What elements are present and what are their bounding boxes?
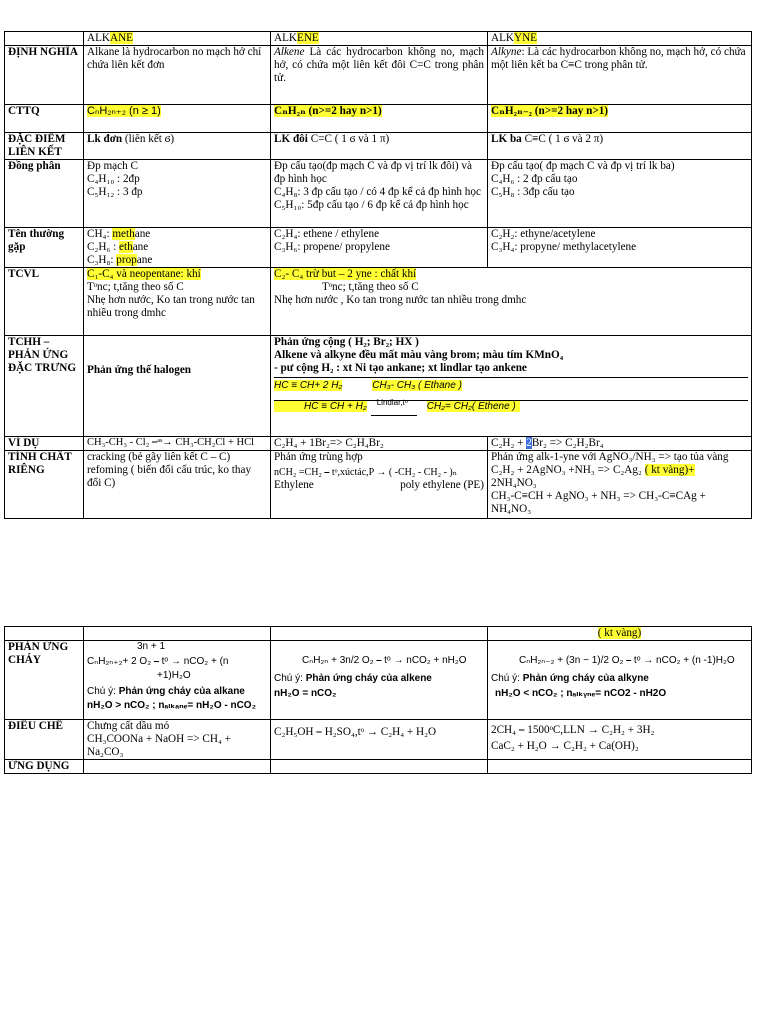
preparation-alkyne-eq: CaC₂ + H₂O → C₂H₂ + Ca(OH)₂ — [491, 739, 639, 752]
combustion-alkyne-note-title: Phản ứng cháy của alkyne — [522, 672, 649, 684]
header-alkene-prefix: ALK — [274, 32, 297, 44]
definition-row — [5, 45, 752, 104]
combustion-alkene-note-title: Phản ứng cháy của alkene — [305, 672, 432, 684]
common-name-suffix: ane — [132, 240, 149, 253]
combustion-alkyne-note-prefix: Chú ý: — [491, 672, 523, 684]
silver-reaction-eq1-text: C₂H₂ + 2AgNO₃ +NH₃ => C₂Ag₂ — [491, 463, 645, 476]
formula-alkane: CₙH₂ₙ₊₂ (n ≥ 1) — [87, 104, 161, 117]
polymerization-labels — [274, 479, 484, 492]
definition-alkene-term: Alkene — [274, 45, 305, 58]
chemical-props-alkene-alkyne — [271, 335, 752, 436]
definition-alkene-text: Là các hydrocarbon không no, mạch hở, có chứa một liên kết đôi C=C trong phân tử. — [274, 45, 484, 84]
physical-props-line: Tᵒnc; t,tăng theo số C — [87, 280, 184, 293]
special-props-row — [5, 450, 752, 518]
top-row — [5, 627, 752, 641]
isomer-row — [5, 159, 752, 227]
isomer-alkene — [271, 159, 488, 227]
common-name-root: eth — [119, 240, 133, 253]
combustion-alkane-eq-end: +1)H₂O — [157, 670, 191, 682]
formula-alkyne: CₙH₂ₙ₋₂ (n>=2 hay n>1) — [491, 104, 609, 117]
example-label: VÍ DỤ — [5, 436, 84, 450]
bond-alkane-desc: (liên kết ϭ) — [122, 132, 175, 145]
common-names-label: Tên thường gặp — [5, 227, 84, 267]
header-alkane-suffix: ANE — [110, 32, 133, 44]
definition-alkyne-text: : Là các hydrocarbon không no, mạch hở, có chứa một liên kết ba C≡C trong phân tử. — [491, 45, 746, 71]
bond-alkane — [84, 132, 271, 159]
header-alkyne-suffix: YNE — [514, 32, 537, 44]
lindlar-arrow-label: Lindlar,tᵒ — [376, 397, 408, 407]
physical-props-alkane — [84, 267, 271, 335]
silver-reaction-eq2-end: NH₄NO₃ — [491, 502, 532, 515]
formula-alkyne-cell — [488, 104, 752, 132]
top-alkyne-cell — [488, 627, 752, 641]
common-name-item — [87, 241, 267, 254]
addition-reaction-h2: - pư cộng H₂ : xt Ni tạo ankane; xt lindlar tạo ankene — [274, 361, 527, 374]
physical-props-line: Tᵒnc; t,tăng theo số C — [322, 280, 419, 293]
combustion-alkyne — [488, 640, 752, 719]
bond-alkene-desc: C=C ( 1 ϭ và 1 π) — [307, 132, 390, 145]
preparation-alkene — [271, 719, 488, 759]
special-props-label: TÍNH CHẤT RIÊNG — [5, 450, 84, 518]
isomer-alkyne-line: C₅H₈ : 3đp cấu tạo — [491, 185, 575, 198]
common-name-formula: C₃H₈: — [87, 253, 117, 266]
common-name-item — [87, 254, 267, 267]
preparation-alkyne — [488, 719, 752, 759]
preparation-alkene-eq: C₂H₅OH ⎯ H₂SO₄,tᵒ → C₂H₄ + H₂O — [274, 725, 437, 738]
bond-label: ĐẶC ĐIỂM LIÊN KẾT — [5, 132, 84, 159]
header-alkyne-prefix: ALK — [491, 32, 514, 44]
common-name-item: C₂H₄: ethene / ethylene — [274, 227, 380, 240]
common-name-root: prop — [116, 253, 137, 266]
hydrogenation-2-reactants: HC ≡ CH + H₂ — [274, 401, 367, 412]
special-props-alkene — [271, 450, 488, 518]
preparation-alkane-line: Chưng cất dầu mỏ — [87, 719, 170, 732]
isomer-alkene-line: C₄H₈: 3 đp cấu tạo / có 4 đp kể cả đp hình học — [274, 185, 481, 198]
example-alkyne-suffix: Br₂ => C₂H₂Br₄ — [531, 436, 604, 449]
combustion-alkane-rule: nH₂O > nCO₂ ; nₐₗₖₐₙₑ= nH₂O - nCO₂ — [87, 700, 257, 712]
polymerization-title: Phản ứng trùng hợp — [274, 450, 363, 463]
example-alkane: CH₃-CH₃ - Cl₂ ⎯ᵃˢ→ CH₃-CH₂Cl + HCl — [84, 436, 271, 450]
isomer-label: Đồng phân — [5, 159, 84, 227]
silver-reaction-title: Phản ứng alk-1-yne với AgNO₃/NH₃ => tạo tủa vàng — [491, 450, 729, 463]
top-empty-cell — [84, 627, 271, 641]
bond-alkyne — [488, 132, 752, 159]
example-alkyne — [488, 436, 752, 450]
isomer-alkane-line: C₄H₁₀ : 2đp — [87, 172, 140, 185]
combustion-alkene — [271, 640, 488, 719]
addition-reaction-note: Alkene và alkyne đều mất màu vàng brom; màu tím KMnO₄ — [274, 348, 564, 361]
applications-label: ỨNG DỤNG — [5, 759, 84, 773]
polymer-label: poly ethylene (PE) — [400, 478, 484, 491]
silver-reaction-eq2: CH₃-C≡CH + AgNO₃ + NH₃ => CH₃-C≡CAg + — [491, 489, 706, 502]
silver-reaction-eq1-end: 2NH₄NO₃ — [491, 476, 537, 489]
applications-alkene — [271, 759, 488, 773]
formula-row — [5, 104, 752, 132]
combustion-alkene-note — [274, 673, 484, 685]
monomer-label: Ethylene — [274, 478, 314, 491]
definition-alkyne — [488, 45, 752, 104]
formula-alkane-cell — [84, 104, 271, 132]
physical-props-alkene-alkyne — [271, 267, 752, 335]
isomer-alkyne — [488, 159, 752, 227]
top-alkyne-highlight: ( kt vàng) — [597, 627, 642, 639]
header-alkane-prefix: ALK — [87, 32, 110, 44]
example-alkyne-prefix: C₂H₂ + — [491, 436, 527, 449]
formula-label: CTTQ — [5, 104, 84, 132]
chemical-props-alkane — [84, 335, 271, 436]
preparation-label: ĐIỀU CHẾ — [5, 719, 84, 759]
preparation-row — [5, 719, 752, 759]
header-alkyne — [488, 32, 752, 46]
example-alkene: C₂H₄ + 1Br₂=> C₂H₄Br₂ — [271, 436, 488, 450]
top-empty-cell — [5, 627, 84, 641]
common-name-root: meth — [112, 227, 135, 240]
common-name-item: C₂H₂: ethyne/acetylene — [491, 227, 596, 240]
combustion-alkyne-rule: nH₂O < nCO₂ ; nₐₗₖᵧₙₑ= nCO2 - nH2O — [495, 688, 667, 700]
hydrogenation-equation-2 — [274, 397, 748, 413]
chemical-props-label: TCHH – PHẢN ỨNG ĐẶC TRƯNG — [5, 335, 84, 436]
combustion-alkyne-eq: CₙH₂ₙ₋₂ + (3n − 1)/2 O₂ ⎯ tᵒ → nCO₂ + (n -1)H₂O — [519, 654, 735, 666]
header-alkene-suffix: ENE — [297, 32, 319, 44]
special-props-alkane: cracking (bẻ gãy liên kết C – C) refoming ( biến đổi cấu trúc, ko thay đổi C) — [84, 450, 271, 518]
bond-alkyne-desc: C≡C ( 1 ϭ và 2 π) — [521, 132, 604, 145]
common-names-row — [5, 227, 752, 267]
isomer-alkene-line: C₅H₁₀: 5đp cấu tạo / 6 đp kể cả đp hình học — [274, 198, 469, 211]
combustion-alkane-eq: CₙH₂ₙ₊₂+ 2 O₂ ⎯ tᵒ → nCO₂ + (n — [87, 655, 229, 667]
silver-reaction-eq1 — [491, 464, 748, 477]
combustion-alkane-note — [87, 686, 267, 698]
bond-alkyne-type: LK ba — [491, 132, 522, 145]
chemical-props-alkane-text: Phản ứng thế halogen — [87, 364, 192, 377]
hydrogenation-equation-1 — [274, 377, 748, 392]
addition-reaction-title: Phản ứng cộng ( H₂; Br₂; HX ) — [274, 335, 419, 348]
common-names-alkyne — [488, 227, 752, 267]
header-alkane — [84, 32, 271, 46]
physical-props-alkane-highlight: C₁-C₄ và neopentane: khí — [87, 267, 201, 280]
combustion-alkane — [84, 640, 271, 719]
combustion-alkyne-note — [491, 673, 748, 685]
hydrogenation-1-reactants: HC ≡ CH+ 2 H₂ — [274, 379, 343, 391]
formula-alkene-cell — [271, 104, 488, 132]
preparation-alkane-line: CH₃COONa + NaOH => CH₄ + — [87, 732, 231, 745]
preparation-alkane-line: Na₂CO₃ — [87, 745, 124, 758]
combustion-alkane-note-prefix: Chú ý: — [87, 685, 119, 697]
definition-alkane: Alkane là hydrocarbon no mạch hở chỉ chứa liên kết đơn — [84, 45, 271, 104]
header-row — [5, 32, 752, 46]
top-empty-cell — [271, 627, 488, 641]
hydrogenation-1-product: CH₃- CH₃ ( Ethane ) — [372, 379, 462, 391]
definition-alkyne-term: Alkyne — [491, 45, 522, 58]
example-row — [5, 436, 752, 450]
chemical-props-row — [5, 335, 752, 436]
combustion-alkene-eq: CₙH₂ₙ + 3n/2 O₂ ⎯ tᵒ → nCO₂ + nH₂O — [302, 654, 467, 666]
applications-alkyne — [488, 759, 752, 773]
common-name-suffix: ane — [134, 227, 151, 240]
isomer-alkane-line: C₅H₁₂ : 3 đp — [87, 185, 143, 198]
isomer-alkene-line: Đp cấu tạo(đp mạch C và đp vị trí lk đôi) và đp hình học — [274, 159, 472, 185]
combustion-row — [5, 640, 752, 719]
combustion-label: PHẢN ỨNG CHÁY — [5, 640, 84, 719]
bond-alkene — [271, 132, 488, 159]
common-name-formula: C₂H₆ : — [87, 240, 120, 253]
common-name-item: C₃H₆: propene/ propylene — [274, 240, 390, 253]
common-names-alkane — [84, 227, 271, 267]
physical-props-label: TCVL — [5, 267, 84, 335]
preparation-alkane — [84, 719, 271, 759]
isomer-alkane-line: Đp mạch C — [87, 159, 138, 172]
applications-alkane — [84, 759, 271, 773]
formula-alkene: CₙH₂ₙ (n>=2 hay n>1) — [274, 104, 382, 117]
hydrogenation-2-product: CH₂= CH₂( Ethene ) — [427, 401, 520, 412]
isomer-alkyne-line: Đp cấu tạo( đp mạch C và đp vị trí lk ba) — [491, 159, 675, 172]
comparison-table-secondary — [4, 626, 752, 774]
preparation-alkyne-eq: 2CH₄ ⎯ 1500ᵒC,LLN → C₂H₂ + 3H₂ — [491, 723, 655, 736]
common-name-formula: CH₄: — [87, 227, 113, 240]
definition-label: ĐỊNH NGHĨA — [5, 45, 84, 104]
silver-reaction-precipitate: ( kt vàng)+ — [644, 463, 695, 476]
polymerization-equation: nCH₂ =CH₂ ⎯ tᵒ,xúctác,P → ( -CH₂ - CH₂ - )ₙ — [274, 466, 458, 478]
common-names-alkene — [271, 227, 488, 267]
isomer-alkyne-line: C₄H₆ : 2 đp cấu tạo — [491, 172, 578, 185]
physical-props-alkene-highlight: C₂- C₄ trừ but – 2 yne : chất khí — [274, 267, 417, 280]
isomer-alkane — [84, 159, 271, 227]
applications-row — [5, 759, 752, 773]
combustion-alkene-rule: nH₂O = nCO₂ — [274, 688, 337, 700]
physical-props-line: Nhẹ hơn nước, Ko tan trong nước tan nhiều trong dmhc — [87, 293, 255, 319]
bond-alkane-type: Lk đơn — [87, 132, 123, 145]
header-empty-cell — [5, 32, 84, 46]
combustion-alkane-note-title: Phản ứng cháy của alkane — [118, 685, 245, 697]
physical-props-row — [5, 267, 752, 335]
lindlar-arrow-line — [371, 415, 417, 416]
comparison-table-main — [4, 31, 752, 519]
header-alkene — [271, 32, 488, 46]
combustion-alkane-coef: 3n + 1 — [137, 640, 166, 652]
common-name-item — [87, 228, 267, 241]
bond-alkene-type: LK đôi — [274, 132, 308, 145]
combustion-alkene-note-prefix: Chú ý: — [274, 672, 306, 684]
example-alkyne-selected: 2 — [526, 436, 532, 449]
special-props-alkyne — [488, 450, 752, 518]
physical-props-line: Nhẹ hơn nước , Ko tan trong nước tan nhiều trong dmhc — [274, 293, 527, 306]
common-name-suffix: ane — [136, 253, 153, 266]
bond-row — [5, 132, 752, 159]
common-name-item: C₃H₄: propyne/ methylacetylene — [491, 240, 637, 253]
definition-alkene — [271, 45, 488, 104]
